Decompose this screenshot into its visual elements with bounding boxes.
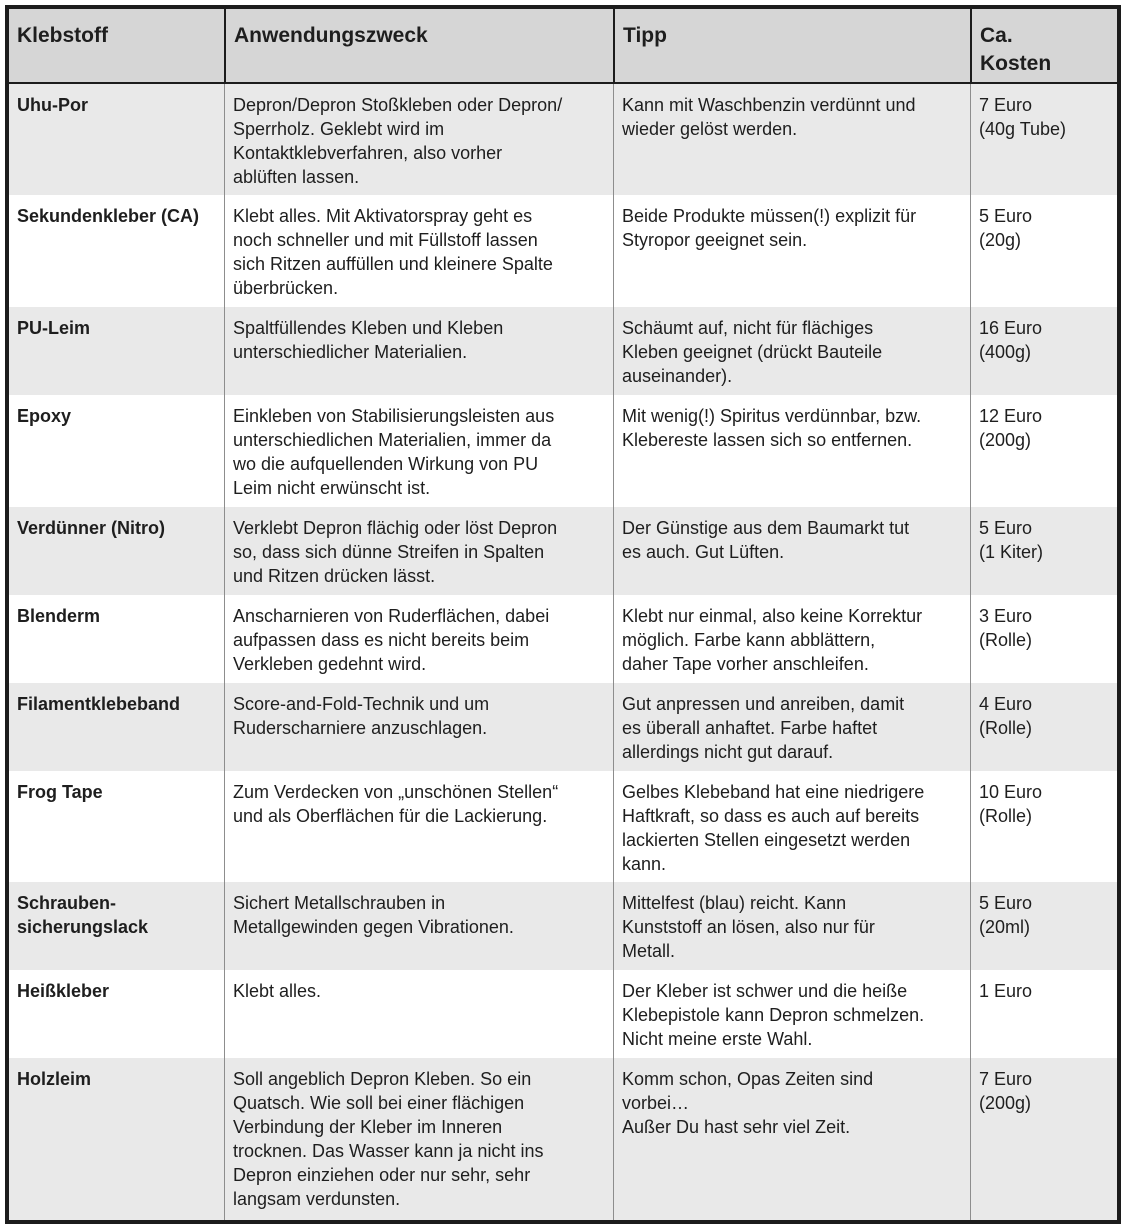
cell-anwendungszweck-text: Soll angeblich Depron Kleben. So ein [233,1069,532,1089]
cell-tipp [613,595,970,683]
cell-tipp [613,195,970,307]
cell-kosten-text: (1 Kiter) [979,542,1044,562]
cell-anwendungszweck-text: Verbindung der Kleber im Inneren [233,1117,503,1137]
cell-tipp-text: Kann mit Waschbenzin verdünnt und [622,95,916,115]
cell-tipp [613,882,970,970]
table-row [9,195,1117,307]
cell-klebstoff-text: Heißkleber [17,981,110,1001]
cell-klebstoff-text: Epoxy [17,406,72,426]
cell-tipp-text: Beide Produkte müssen(!) explizit für [622,206,917,226]
cell-anwendungszweck [224,84,613,195]
cell-kosten-text: 5 Euro [979,206,1033,226]
cell-anwendungszweck-text: Score-and-Fold-Technik und um [233,694,490,714]
cell-anwendungszweck [224,683,613,771]
table-row [9,595,1117,683]
cell-anwendungszweck-text: Verkleben gedehnt wird. [233,654,427,674]
cell-kosten-text: (Rolle) [979,718,1033,738]
cell-anwendungszweck-text: und Ritzen drücken lässt. [233,566,436,586]
header-klebstoff [9,9,224,82]
cell-klebstoff-text: Schrauben- [17,893,117,913]
table-row [9,970,1117,1058]
cell-anwendungszweck [224,771,613,882]
header-tipp [613,9,970,82]
cell-kosten [970,1058,1117,1220]
cell-anwendungszweck-text: aufpassen dass es nicht bereits beim [233,630,530,650]
cell-anwendungszweck-text: sich Ritzen auffüllen und kleinere Spalte [233,254,553,274]
cell-anwendungszweck [224,395,613,507]
cell-tipp-text: Komm schon, Opas Zeiten sind [622,1069,874,1089]
cell-tipp-text: Klebereste lassen sich so entfernen. [622,430,913,450]
cell-anwendungszweck-text: unterschiedlichen Materialien, immer da [233,430,552,450]
cell-anwendungszweck-text: Sperrholz. Geklebt wird im [233,119,445,139]
cell-klebstoff [9,195,224,307]
cell-kosten [970,84,1117,195]
table-row [9,395,1117,507]
cell-anwendungszweck-text: überbrücken. [233,278,339,298]
cell-kosten-text: (20g) [979,230,1022,250]
cell-anwendungszweck-text: Depron/Depron Stoßkleben oder Depron/ [233,95,563,115]
cell-kosten-text: 5 Euro [979,518,1033,538]
cell-anwendungszweck-text: langsam verdunsten. [233,1189,401,1209]
cell-kosten-text: 5 Euro [979,893,1033,913]
cell-tipp-text: es überall anhaftet. Farbe haftet [622,718,878,738]
cell-klebstoff [9,1058,224,1220]
cell-klebstoff [9,307,224,395]
cell-tipp [613,84,970,195]
header-tipp-label: Tipp [623,24,667,47]
cell-anwendungszweck-text: Quatsch. Wie soll bei einer flächigen [233,1093,525,1113]
cell-anwendungszweck [224,882,613,970]
cell-tipp-text: Der Günstige aus dem Baumarkt tut [622,518,910,538]
cell-anwendungszweck [224,195,613,307]
cell-tipp [613,1058,970,1220]
cell-kosten-text: 1 Euro [979,981,1033,1001]
cell-tipp-text: Styropor geeignet sein. [622,230,808,250]
header-row [9,9,1117,84]
cell-anwendungszweck [224,507,613,595]
header-kosten [970,9,1117,82]
cell-tipp-text: allerdings nicht gut darauf. [622,742,834,762]
cell-tipp [613,771,970,882]
cell-klebstoff [9,771,224,882]
cell-klebstoff-text: Blenderm [17,606,101,626]
cell-kosten-text: 4 Euro [979,694,1033,714]
cell-anwendungszweck-text: trocknen. Das Wasser kann ja nicht ins [233,1141,544,1161]
cell-kosten-text: 10 Euro [979,782,1043,802]
cell-klebstoff-text: Sekundenkleber (CA) [17,206,200,226]
header-kosten-label: Kosten [980,52,1052,75]
cell-anwendungszweck-text: Leim nicht erwünscht ist. [233,478,431,498]
cell-anwendungszweck-text: ablüften lassen. [233,167,360,187]
table-body [9,84,1117,1220]
cell-kosten [970,771,1117,882]
cell-anwendungszweck [224,307,613,395]
cell-tipp-text: Gut anpressen und anreiben, damit [622,694,905,714]
table-row [9,1058,1117,1220]
cell-tipp-text: Schäumt auf, nicht für flächiges [622,318,874,338]
cell-tipp-text: wieder gelöst werden. [622,119,798,139]
cell-anwendungszweck [224,595,613,683]
cell-kosten [970,307,1117,395]
cell-kosten [970,882,1117,970]
cell-tipp-text: lackierten Stellen eingesetzt werden [622,830,911,850]
cell-tipp-text: Nicht meine erste Wahl. [622,1029,813,1049]
cell-klebstoff-text: Frog Tape [17,782,103,802]
cell-anwendungszweck [224,1058,613,1220]
cell-klebstoff [9,595,224,683]
cell-klebstoff-text: Holzleim [17,1069,92,1089]
cell-tipp-text: Außer Du hast sehr viel Zeit. [622,1117,851,1137]
cell-klebstoff-text: Uhu-Por [17,95,88,115]
cell-anwendungszweck-text: Anscharnieren von Ruderflächen, dabei [233,606,550,626]
header-anwendungszweck-label: Anwendungszweck [234,24,428,47]
cell-kosten-text: 7 Euro [979,95,1033,115]
cell-tipp-text: vorbei… [622,1093,690,1113]
cell-klebstoff-text: Filamentklebeband [17,694,181,714]
cell-anwendungszweck-text: Klebt alles. [233,981,322,1001]
cell-anwendungszweck-text: noch schneller und mit Füllstoff lassen [233,230,538,250]
header-anwendungszweck [224,9,613,82]
cell-anwendungszweck-text: Depron einziehen oder nur sehr, sehr [233,1165,531,1185]
table-row [9,771,1117,882]
cell-kosten-text: (200g) [979,1093,1032,1113]
cell-kosten-text: (200g) [979,430,1032,450]
adhesive-table [5,5,1121,1224]
cell-kosten-text: (Rolle) [979,806,1033,826]
cell-anwendungszweck-text: Metallgewinden gegen Vibrationen. [233,917,514,937]
cell-tipp-text: kann. [622,854,667,874]
cell-anwendungszweck-text: Klebt alles. Mit Aktivatorspray geht es [233,206,533,226]
cell-tipp-text: Klebt nur einmal, also keine Korrektur [622,606,923,626]
cell-anwendungszweck-text: Sichert Metallschrauben in [233,893,446,913]
cell-tipp-text: es auch. Gut Lüften. [622,542,785,562]
cell-klebstoff [9,84,224,195]
cell-kosten-text: 3 Euro [979,606,1033,626]
cell-kosten [970,595,1117,683]
cell-anwendungszweck-text: Einkleben von Stabilisierungsleisten aus [233,406,555,426]
cell-tipp [613,970,970,1058]
table-row [9,307,1117,395]
cell-tipp-text: Der Kleber ist schwer und die heiße [622,981,908,1001]
cell-anwendungszweck-text: wo die aufquellenden Wirkung von PU [233,454,539,474]
cell-tipp [613,307,970,395]
cell-klebstoff-text: PU-Leim [17,318,91,338]
cell-kosten [970,507,1117,595]
cell-tipp-text: Kunststoff an lösen, also nur für [622,917,875,937]
cell-tipp-text: auseinander). [622,366,733,386]
cell-tipp-text: möglich. Farbe kann abblättern, [622,630,876,650]
cell-klebstoff [9,882,224,970]
cell-kosten-text: (Rolle) [979,630,1033,650]
cell-tipp-text: Kleben geeignet (drückt Bauteile [622,342,883,362]
cell-anwendungszweck-text: Spaltfüllendes Kleben und Kleben [233,318,504,338]
cell-kosten-text: 12 Euro [979,406,1043,426]
cell-tipp-text: Haftkraft, so dass es auch auf bereits [622,806,920,826]
table-row [9,683,1117,771]
cell-tipp [613,507,970,595]
table-row [9,882,1117,970]
cell-kosten-text: (40g Tube) [979,119,1067,139]
header-kosten-label: Ca. [980,24,1013,47]
cell-klebstoff [9,970,224,1058]
cell-anwendungszweck-text: und als Oberflächen für die Lackierung. [233,806,548,826]
cell-kosten [970,683,1117,771]
cell-anwendungszweck-text: Ruderscharniere anzuschlagen. [233,718,488,738]
table-row [9,84,1117,195]
cell-klebstoff [9,507,224,595]
cell-tipp-text: Mittelfest (blau) reicht. Kann [622,893,847,913]
cell-anwendungszweck-text: Kontaktklebverfahren, also vorher [233,143,503,163]
cell-kosten [970,195,1117,307]
cell-klebstoff-text: Verdünner (Nitro) [17,518,166,538]
cell-anwendungszweck [224,970,613,1058]
cell-klebstoff [9,683,224,771]
cell-anwendungszweck-text: Zum Verdecken von „unschönen Stellen“ [233,782,559,802]
cell-tipp-text: Metall. [622,941,676,961]
cell-tipp-text: Klebepistole kann Depron schmelzen. [622,1005,925,1025]
cell-kosten-text: 7 Euro [979,1069,1033,1089]
cell-tipp [613,683,970,771]
cell-tipp [613,395,970,507]
cell-anwendungszweck-text: unterschiedlicher Materialien. [233,342,468,362]
cell-klebstoff-text: sicherungslack [17,917,149,937]
cell-tipp-text: Gelbes Klebeband hat eine niedrigere [622,782,925,802]
table-row [9,507,1117,595]
cell-tipp-text: daher Tape vorher anschleifen. [622,654,869,674]
header-klebstoff-label: Klebstoff [17,24,108,47]
cell-kosten [970,395,1117,507]
cell-anwendungszweck-text: Verklebt Depron flächig oder löst Depron [233,518,558,538]
cell-tipp-text: Mit wenig(!) Spiritus verdünnbar, bzw. [622,406,922,426]
cell-kosten-text: (400g) [979,342,1032,362]
cell-kosten-text: 16 Euro [979,318,1043,338]
cell-kosten-text: (20ml) [979,917,1031,937]
cell-anwendungszweck-text: so, dass sich dünne Streifen in Spalten [233,542,545,562]
cell-kosten [970,970,1117,1058]
cell-klebstoff [9,395,224,507]
